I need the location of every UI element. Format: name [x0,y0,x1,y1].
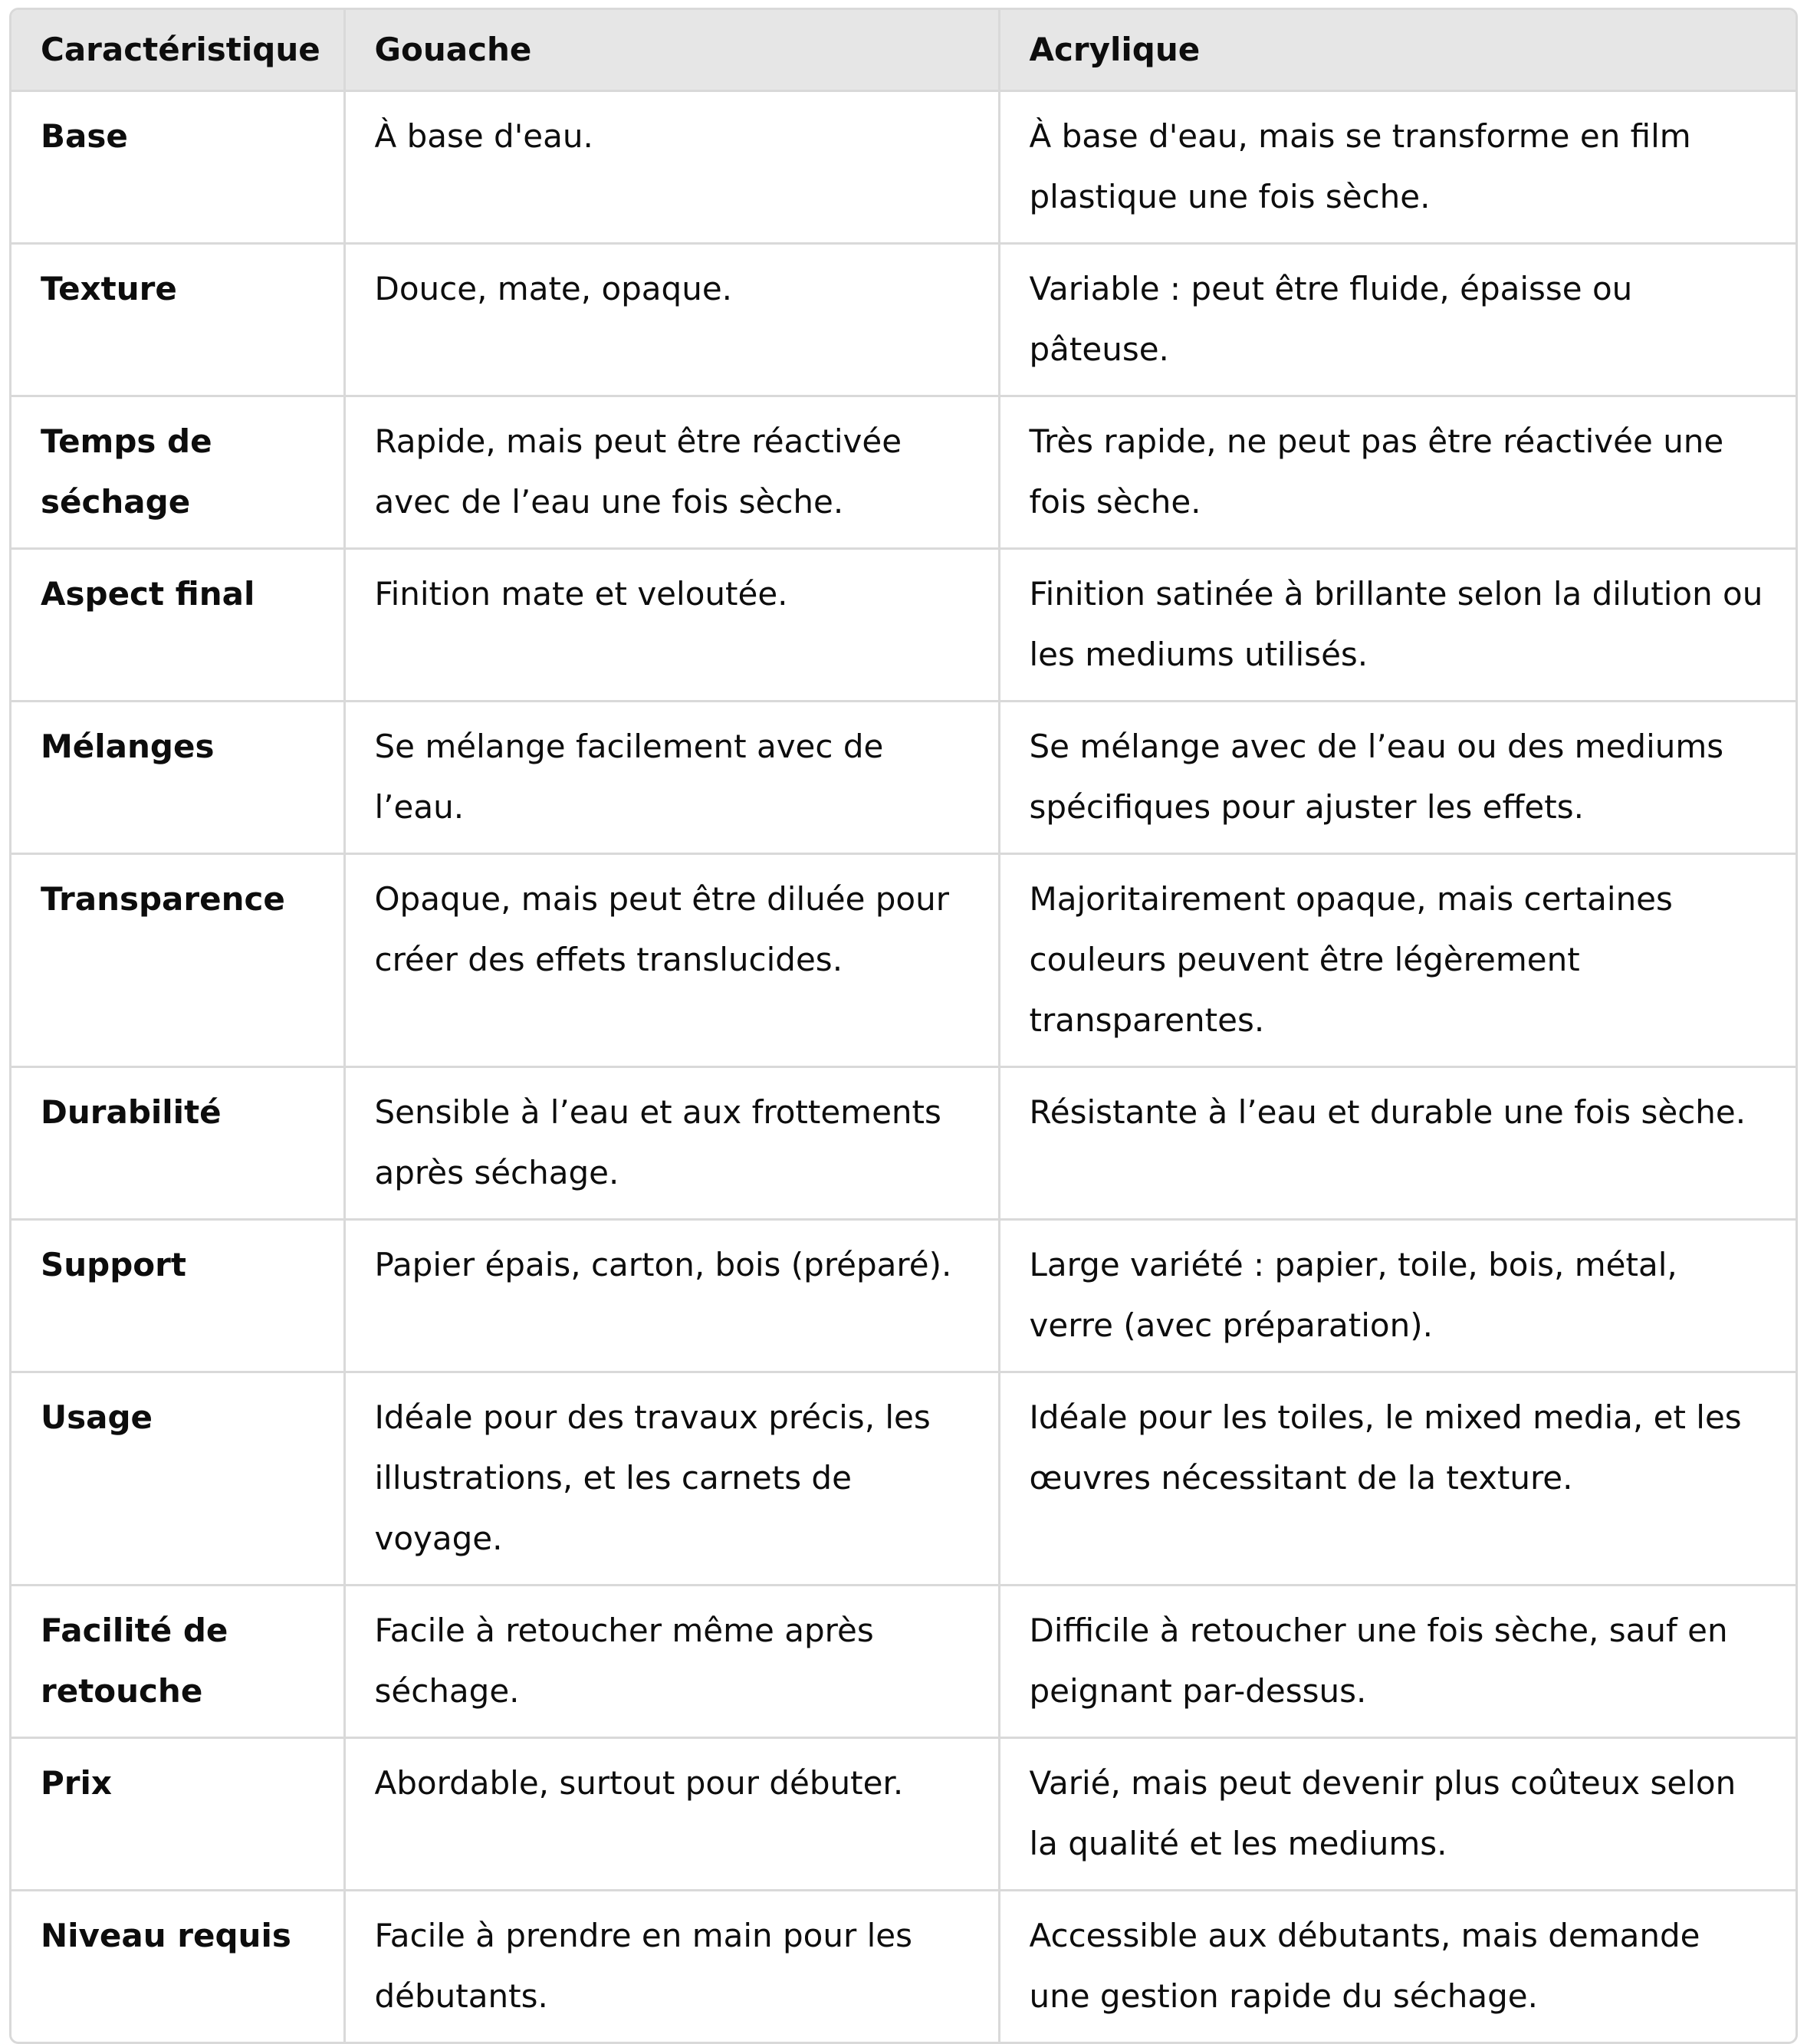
table-row [11,91,1796,244]
table-row [11,549,1796,702]
acrylique-cell: À base d'eau, mais se transforme en film plastique une fois sèche. [999,91,1796,244]
comparison-table-container [9,8,1798,2044]
header-feature: Caractéristique [11,10,344,91]
acrylique-cell: Accessible aux débutants, mais demande une gestion rapide du séchage. [1029,1917,1700,2015]
feature-cell: Prix [11,1738,344,1891]
feature-cell: Support [11,1220,344,1372]
gouache-cell: Facile à prendre en main pour les débutants. [344,1891,999,2042]
table-header [11,10,1796,91]
table-row [11,702,1796,854]
table-row [11,1067,1796,1220]
feature-cell: Aspect final [11,549,344,702]
table-row [11,244,1796,396]
table-row [11,1738,1796,1891]
table-row [11,396,1796,549]
gouache-cell: Papier épais, carton, bois (préparé). [344,1220,999,1372]
table-row [11,1372,1796,1586]
gouache-cell: À base d'eau. [344,91,999,244]
acrylique-cell: Variable : peut être fluide, épaisse ou pâteuse. [999,244,1796,396]
gouache-cell: Se mélange facilement avec de l’eau. [344,702,999,854]
header-acrylique: Acrylique [999,10,1796,91]
acrylique-cell: Résistante à l’eau et durable une fois sèche. [999,1067,1796,1220]
gouache-cell: Douce, mate, opaque. [344,244,999,396]
feature-cell: Usage [11,1372,344,1586]
gouache-cell: Abordable, surtout pour débuter. [344,1738,999,1891]
header-gouache: Gouache [344,10,999,91]
acrylique-cell: Très rapide, ne peut pas être réactivée une fois sèche. [999,396,1796,549]
gouache-cell: Idéale pour des travaux précis, les illustrations, et les carnets de voyage. [344,1372,999,1586]
gouache-cell: Finition mate et veloutée. [344,549,999,702]
comparison-table [11,10,1796,2042]
gouache-cell: Sensible à l’eau et aux frottements après séchage. [344,1067,999,1220]
feature-cell: Temps de séchage [11,396,344,549]
table-row [11,1220,1796,1372]
gouache-cell: Opaque, mais peut être diluée pour créer des effets translucides. [344,854,999,1067]
acrylique-cell: Majoritairement opaque, mais certaines couleurs peuvent être légèrement transparentes. [999,854,1796,1067]
acrylique-cell: Se mélange avec de l’eau ou des mediums spécifiques pour ajuster les effets. [999,702,1796,854]
feature-cell: Durabilité [11,1067,344,1220]
feature-cell: Base [11,91,344,244]
acrylique-cell: Difficile à retoucher une fois sèche, sauf en peignant par-dessus. [999,1586,1796,1738]
acrylique-cell: Finition satinée à brillante selon la dilution ou les mediums utilisés. [999,549,1796,702]
feature-cell: Transparence [11,854,344,1067]
gouache-cell: Facile à retoucher même après séchage. [344,1586,999,1738]
acrylique-cell: Idéale pour les toiles, le mixed media, et les œuvres nécessitant de la texture. [999,1372,1796,1586]
gouache-cell: Rapide, mais peut être réactivée avec de l’eau une fois sèche. [344,396,999,549]
table-row [11,1891,1796,2042]
feature-cell: Mélanges [11,702,344,854]
table-row [11,854,1796,1067]
acrylique-cell: Varié, mais peut devenir plus coûteux selon la qualité et les mediums. [999,1738,1796,1891]
header-row [11,10,1796,91]
acrylique-cell: Large variété : papier, toile, bois, métal, verre (avec préparation). [999,1220,1796,1372]
table-body [11,91,1796,2042]
feature-cell: Niveau requis [11,1891,344,2042]
table-row [11,1586,1796,1738]
feature-cell: Facilité de retouche [11,1586,344,1738]
feature-cell: Texture [11,244,344,396]
